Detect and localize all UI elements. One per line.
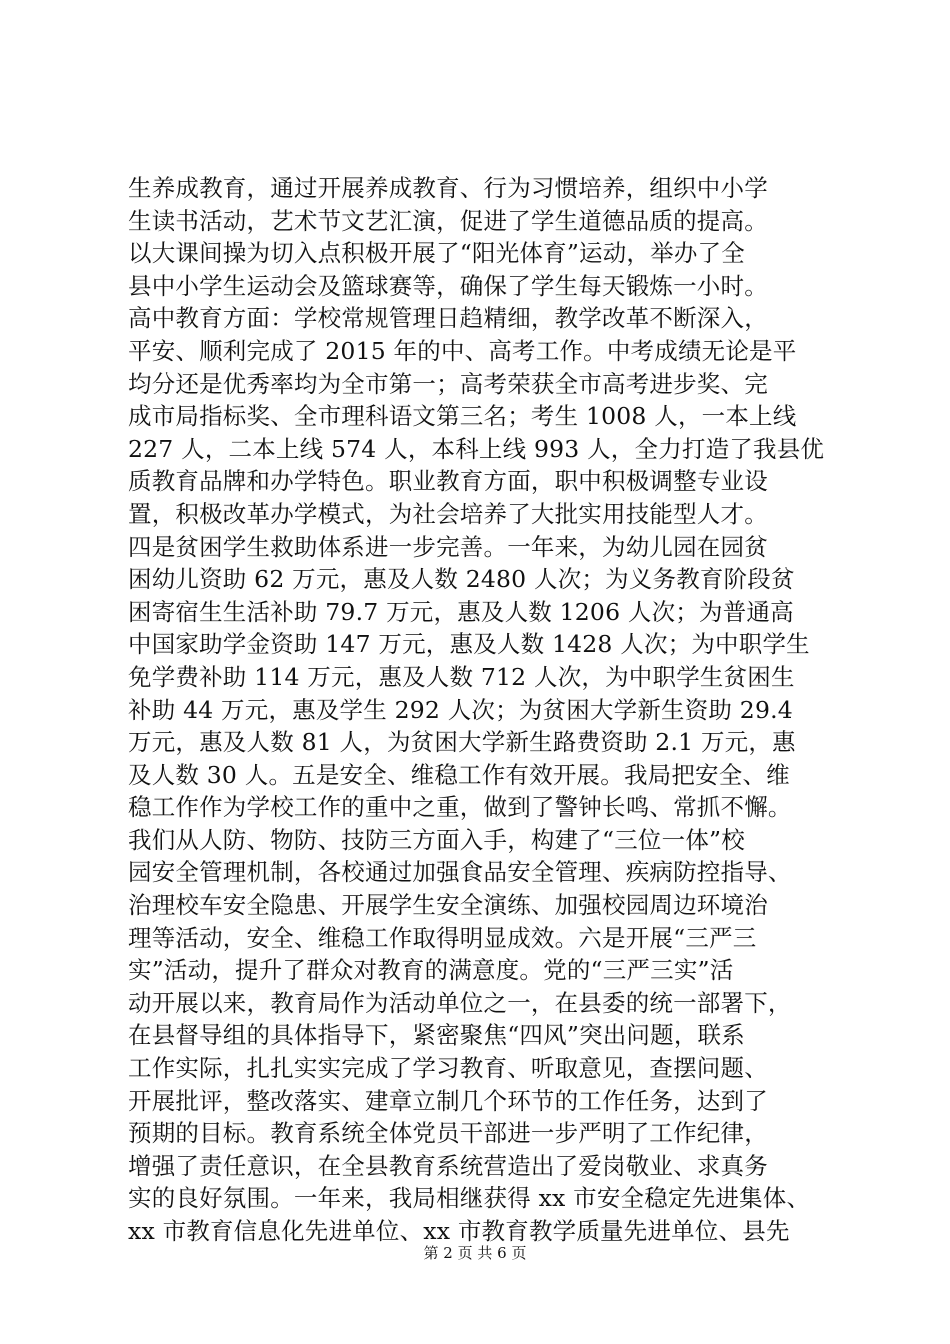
text-line: 动开展以来，教育局作为活动单位之一，在县委的统一部署下，	[128, 988, 792, 1017]
text-line: 预期的目标。教育系统全体党员干部进一步严明了工作纪律，	[128, 1119, 768, 1148]
text-line: 生养成教育，通过开展养成教育、行为习惯培养，组织中小学	[128, 174, 768, 202]
text-line: 工作实际，扎扎实实完成了学习教育、听取意见，查摆问题、	[128, 1054, 768, 1083]
text-line: 中国家助学金资助 147 万元，惠及人数 1428 人次；为中职学生	[128, 630, 810, 659]
text-line: 免学费补助 114 万元，惠及人数 712 人次，为中职学生贫困生	[128, 662, 795, 691]
text-line: 理等活动，安全、维稳工作取得明显成效。六是开展“三严三	[128, 923, 757, 952]
text-line: 县中小学生运动会及篮球赛等，确保了学生每天锻炼一小时。	[128, 271, 768, 300]
text-line: 实的良好氛围。一年来，我局相继获得 xx 市安全稳定先进集体、	[128, 1184, 811, 1213]
text-line: 平安、顺利完成了 2015 年的中、高考工作。中考成绩无论是平	[128, 336, 797, 365]
text-line: 高中教育方面：学校常规管理日趋精细，教学改革不断深入，	[128, 304, 768, 333]
text-line: 四是贫困学生救助体系进一步完善。一年来，为幼儿园在园贫	[128, 532, 768, 561]
text-line: 均分还是优秀率均为全市第一；高考荣获全市高考进步奖、完	[128, 369, 768, 398]
page-number-footer: 第 2 页 共 6 页	[423, 1244, 527, 1262]
text-line: xx 市教育信息化先进单位、xx 市教育教学质量先进单位、县先	[128, 1217, 790, 1245]
text-line: 困寄宿生生活补助 79.7 万元，惠及人数 1206 人次；为普通高	[128, 597, 794, 626]
body-paragraph	[128, 172, 838, 1248]
text-line: 增强了责任意识，在全县教育系统营造出了爱岗敬业、求真务	[128, 1151, 768, 1180]
text-line: 227 人，二本上线 574 人，本科上线 993 人，全力打造了我县优	[128, 434, 825, 463]
text-line: 以大课间操为切入点积极开展了“阳光体育”运动，举办了全	[128, 239, 745, 268]
text-line: 困幼儿资助 62 万元，惠及人数 2480 人次；为义务教育阶段贫	[128, 565, 795, 594]
text-line: 置，积极改革办学模式，为社会培养了大批实用技能型人才。	[128, 499, 768, 528]
text-line: 我们从人防、物防、技防三方面入手，构建了“三位一体”校	[128, 825, 745, 854]
text-line: 万元，惠及人数 81 人，为贫困大学新生路费资助 2.1 万元，惠	[128, 728, 796, 757]
text-line: 及人数 30 人。五是安全、维稳工作有效开展。我局把安全、维	[128, 760, 790, 789]
text-line: 生读书活动，艺术节文艺汇演，促进了学生道德品质的提高。	[128, 206, 768, 235]
text-line: 成市局指标奖、全市理科语文第三名；考生 1008 人，一本上线	[128, 402, 797, 431]
text-line: 质教育品牌和办学特色。职业教育方面，职中积极调整专业设	[128, 467, 768, 496]
text-line: 开展批评，整改落实、建章立制几个环节的工作任务，达到了	[128, 1086, 768, 1115]
text-line: 治理校车安全隐患、开展学生安全演练、加强校园周边环境治	[128, 891, 768, 920]
text-line: 补助 44 万元，惠及学生 292 人次；为贫困大学新生资助 29.4	[128, 695, 793, 724]
text-line: 稳工作作为学校工作的重中之重，做到了警钟长鸣、常抓不懈。	[128, 793, 792, 822]
text-line: 在县督导组的具体指导下，紧密聚焦“四风”突出问题，联系	[128, 1021, 745, 1050]
text-line: 园安全管理机制，各校通过加强食品安全管理、疾病防控指导、	[128, 858, 792, 887]
text-line: 实”活动，提升了群众对教育的满意度。党的“三严三实”活	[128, 956, 734, 985]
